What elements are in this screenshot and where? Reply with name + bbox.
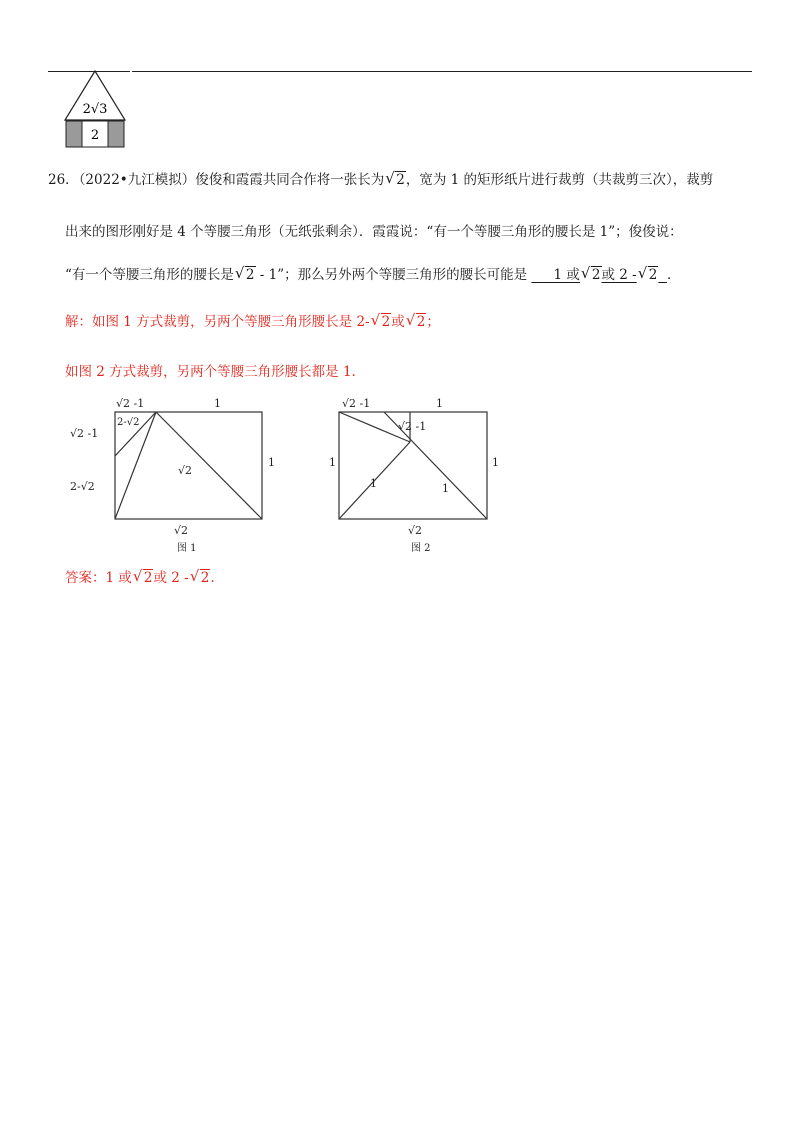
fig2-label-top-right: 1 (436, 397, 443, 410)
solution-line-2: 如图 2 方式裁剪，另两个等腰三角形腰长都是 1. (65, 364, 356, 380)
problem-line-1: 26．（2022•九江模拟）俊俊和霞霞共同合作将一张长为√ 2，宽为 1 的矩形纸片进行裁剪（共裁剪三次），裁剪 (48, 170, 713, 190)
fig1-label-top-right: 1 (214, 397, 221, 410)
fig2-label-inner: √2 -1 (398, 420, 427, 433)
fig1-diag-1 (115, 412, 156, 519)
fig1-label-bottom: √2 (174, 524, 189, 537)
problem-line-2: 出来的图形刚好是 4 个等腰三角形（无纸张剩余）．霞霞说：“有一个等腰三角形的腰长是 1”；俊俊说： (65, 224, 683, 240)
fig2-label-seg-right: 1 (442, 482, 449, 495)
top-triangle-label: 2√3 (82, 102, 108, 117)
fig1-label-left-lower: 2-√2 (70, 480, 95, 493)
fig1-label-diag: √2 (178, 464, 193, 477)
sqrt-2: √ 2 (235, 265, 256, 285)
top-square-right-shade (108, 121, 124, 147)
top-figure (62, 70, 134, 150)
figure-2 (326, 390, 516, 560)
sqrt-2: √ 2 (385, 170, 406, 190)
figure-1 (64, 390, 284, 560)
solution-line-1: 解：如图 1 方式裁剪，另两个等腰三角形腰长是 2-√ 2或√ 2； (65, 312, 440, 332)
problem-line-3: “有一个等腰三角形的腰长是√ 2 - 1”；那么另外两个等腰三角形的腰长可能是 1 或√ 2或 2 -√ 2 ． (65, 265, 680, 285)
fig1-label-right: 1 (268, 456, 275, 469)
fig2-label-left: 1 (329, 456, 336, 469)
fig1-label-left-upper: √2 -1 (70, 427, 99, 440)
fig1-diag-2 (156, 412, 262, 519)
fig2-label-bottom: √2 (408, 524, 423, 537)
problem-number: 26． (48, 172, 79, 188)
fig1-label-top-left: √2 -1 (116, 397, 145, 410)
fig2-label-top-left: √2 -1 (342, 397, 371, 410)
answer-line: 答案：1 或√ 2或 2 -√ 2. (65, 568, 215, 588)
fig1-caption: 图 1 (177, 543, 197, 554)
fig1-label-small: 2-√2 (117, 417, 140, 428)
fig2-label-right: 1 (492, 456, 499, 469)
header-rule-right (132, 71, 752, 72)
fig2-label-seg-left: 1 (370, 477, 377, 490)
top-square-label: 2 (90, 128, 100, 143)
fig2-caption: 图 2 (411, 543, 431, 554)
top-square-left-shade (66, 121, 82, 147)
answer-blank: 1 或√ 2或 2 -√ 2 (531, 267, 667, 283)
